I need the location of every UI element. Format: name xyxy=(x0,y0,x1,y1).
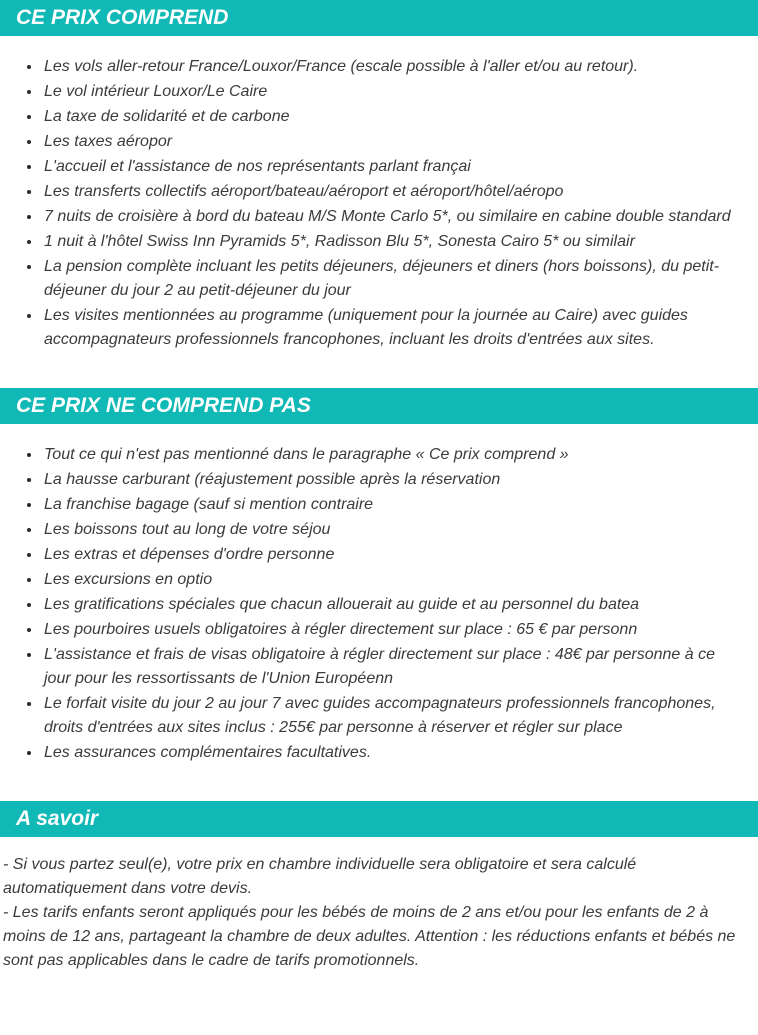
list-item: • La taxe de solidarité et de carbone xyxy=(42,104,746,129)
section-price-excludes xyxy=(0,388,758,765)
note-paragraph: - Les tarifs enfants seront appliqués pour les bébés de moins de 2 ans et/ou pour les enfants de 2 à moins de 12 ans, partageant la chambre de deux adultes. Attention : les réductions enfants et bébés ne sont pas applicables dans le cadre de tarifs promotionnels. xyxy=(3,904,736,969)
section-price-includes xyxy=(0,0,758,352)
list-item: • Le vol intérieur Louxor/Le Caire xyxy=(42,79,746,104)
price-excludes-body xyxy=(0,442,758,765)
list-item: • Les visites mentionnées au programme (uniquement pour la journée au Caire) avec guides accompagnateurs professionnels francophones, incluant les droits d'entrées aux sites. xyxy=(42,303,746,352)
list-item: • L'assistance et frais de visas obligatoire à régler directement sur place : 48€ par personne à ce jour pour les ressortissants de l'Union Européenn xyxy=(42,642,746,691)
list-item: • La hausse carburant (réajustement possible après la réservation xyxy=(42,467,746,492)
list-item: • Les boissons tout au long de votre séjou xyxy=(42,517,746,542)
list-item: • Tout ce qui n'est pas mentionné dans le paragraphe « Ce prix comprend » xyxy=(42,442,746,467)
list-item: • 1 nuit à l'hôtel Swiss Inn Pyramids 5*, Radisson Blu 5*, Sonesta Cairo 5* ou similair xyxy=(42,229,746,254)
price-includes-body xyxy=(0,54,758,352)
list-item: • Les pourboires usuels obligatoires à régler directement sur place : 65 € par personn xyxy=(42,617,746,642)
section-title-price-includes: CE PRIX COMPREND xyxy=(0,0,758,36)
list-item: • Les assurances complémentaires facultatives. xyxy=(42,740,746,765)
list-item: • L'accueil et l'assistance de nos représentants parlant françai xyxy=(42,154,746,179)
section-title-notes: A savoir xyxy=(0,801,758,837)
price-includes-list xyxy=(0,54,758,352)
price-excludes-list xyxy=(0,442,758,765)
list-item: • Les excursions en optio xyxy=(42,567,746,592)
list-item: • Les extras et dépenses d'ordre personne xyxy=(42,542,746,567)
list-item: • Les gratifications spéciales que chacun allouerait au guide et au personnel du batea xyxy=(42,592,746,617)
list-item: • Les taxes aéropor xyxy=(42,129,746,154)
list-item: • Les vols aller-retour France/Louxor/France (escale possible à l'aller et/ou au retour). xyxy=(42,54,746,79)
note-paragraph: - Si vous partez seul(e), votre prix en chambre individuelle sera obligatoire et sera calculé automatiquement dans votre devis. xyxy=(3,856,637,897)
list-item: • Les transferts collectifs aéroport/bateau/aéroport et aéroport/hôtel/aéropo xyxy=(42,179,746,204)
list-item: • 7 nuits de croisière à bord du bateau M/S Monte Carlo 5*, ou similaire en cabine double standard xyxy=(42,204,746,229)
section-title-price-excludes: CE PRIX NE COMPREND PAS xyxy=(0,388,758,424)
list-item: • La franchise bagage (sauf si mention contraire xyxy=(42,492,746,517)
list-item: • La pension complète incluant les petits déjeuners, déjeuners et diners (hors boissons), du petit-déjeuner du jour 2 au petit-déjeuner du jour xyxy=(42,254,746,303)
notes-body xyxy=(0,837,758,973)
section-notes xyxy=(0,801,758,973)
list-item: • Le forfait visite du jour 2 au jour 7 avec guides accompagnateurs professionnels francophones, droits d'entrées aux sites inclus : 255€ par personne à réserver et régler sur place xyxy=(42,691,746,740)
